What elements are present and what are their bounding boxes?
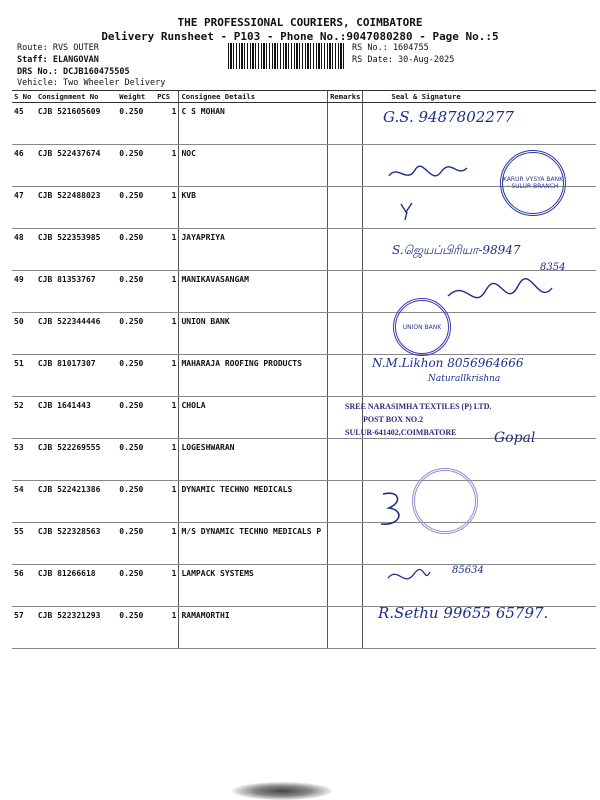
consignee-cell: NOC <box>179 145 328 187</box>
consignment-cell: CJB 522488023 <box>36 187 117 229</box>
remarks-cell <box>328 145 363 187</box>
consignment-cell: CJB 1641443 <box>36 397 117 439</box>
consignee-cell: DYNAMIC TECHNO MEDICALS <box>179 481 328 523</box>
consignee-cell: LAMPACK SYSTEMS <box>179 565 328 607</box>
sno-cell: 47 <box>12 187 36 229</box>
weight-cell: 0.250 <box>117 145 155 187</box>
col-remarks: Remarks <box>328 91 363 103</box>
table-row <box>12 523 596 565</box>
pcs-cell: 1 <box>155 229 179 271</box>
table-row <box>12 565 596 607</box>
col-consignment: Consignment No <box>36 91 117 103</box>
signature-46 <box>385 158 470 198</box>
weight-cell: 0.250 <box>117 355 155 397</box>
remarks-cell <box>328 103 363 145</box>
paper-smudge <box>232 782 332 800</box>
signature-47-mark <box>398 200 418 222</box>
signature-49-scribble <box>446 276 556 320</box>
table-row <box>12 481 596 523</box>
remarks-cell <box>328 439 363 481</box>
signature-51-name: Naturallkrishna <box>428 374 501 384</box>
consignee-cell: JAYAPRIYA <box>179 229 328 271</box>
pcs-cell: 1 <box>155 103 179 145</box>
signature-55 <box>375 488 415 538</box>
sno-cell: 50 <box>12 313 36 355</box>
consignment-cell: CJB 522353985 <box>36 229 117 271</box>
pcs-cell: 1 <box>155 355 179 397</box>
col-sno: S No <box>12 91 36 103</box>
consignment-cell: CJB 81017307 <box>36 355 117 397</box>
remarks-cell <box>328 523 363 565</box>
consignee-cell: LOGESHWARAN <box>179 439 328 481</box>
weight-cell: 0.250 <box>117 523 155 565</box>
union-bank-stamp: UNION BANK <box>393 298 451 356</box>
consignment-cell: CJB 522269555 <box>36 439 117 481</box>
remarks-cell <box>328 271 363 313</box>
pcs-cell: 1 <box>155 271 179 313</box>
rs-date: RS Date: 30-Aug-2025 <box>352 55 455 65</box>
remarks-cell <box>328 313 363 355</box>
consignee-cell: MAHARAJA ROOFING PRODUCTS <box>179 355 328 397</box>
signature-45: G.S. 9487802277 <box>383 108 514 126</box>
sno-cell: 54 <box>12 481 36 523</box>
weight-cell: 0.250 <box>117 439 155 481</box>
sno-cell: 52 <box>12 397 36 439</box>
consignee-cell: RAMAMORTHI <box>179 607 328 649</box>
col-seal: Seal & Signature <box>363 91 596 103</box>
remarks-cell <box>328 607 363 649</box>
weight-cell: 0.250 <box>117 271 155 313</box>
weight-cell: 0.250 <box>117 481 155 523</box>
pcs-cell: 1 <box>155 607 179 649</box>
sno-cell: 56 <box>12 565 36 607</box>
signature-57: R.Sethu 99655 65797. <box>378 604 549 622</box>
sno-cell: 48 <box>12 229 36 271</box>
consignment-cell: CJB 522421386 <box>36 481 117 523</box>
weight-cell: 0.250 <box>117 607 155 649</box>
weight-cell: 0.250 <box>117 103 155 145</box>
remarks-cell <box>328 229 363 271</box>
textiles-stamp: SREE NARASIMHA TEXTILES (P) LTD. POST BOX NO.2 SULUR-641402,COIMBATORE <box>345 402 492 437</box>
consignee-cell: C S MOHAN <box>179 103 328 145</box>
faded-stamp <box>412 468 478 534</box>
weight-cell: 0.250 <box>117 565 155 607</box>
weight-cell: 0.250 <box>117 397 155 439</box>
staff-label: Staff: ELANGOVAN <box>17 55 99 65</box>
signature-48: S.ஜெயப்பிரியா-98947 <box>392 243 521 257</box>
vehicle-label: Vehicle: Two Wheeler Delivery <box>17 78 166 88</box>
remarks-cell <box>328 481 363 523</box>
table-header-row <box>12 91 596 103</box>
pcs-cell: 1 <box>155 565 179 607</box>
consignee-cell: MANIKAVASANGAM <box>179 271 328 313</box>
kvb-stamp: KARUR VYSYA BANK · SULUR BRANCH <box>500 150 566 216</box>
consignee-cell: UNION BANK <box>179 313 328 355</box>
weight-cell: 0.250 <box>117 187 155 229</box>
sno-cell: 55 <box>12 523 36 565</box>
pcs-cell: 1 <box>155 481 179 523</box>
sno-cell: 53 <box>12 439 36 481</box>
consignment-cell: CJB 522321293 <box>36 607 117 649</box>
consignment-cell: CJB 81353767 <box>36 271 117 313</box>
company-title: THE PROFESSIONAL COURIERS, COIMBATORE <box>177 16 423 29</box>
signature-46-scribble <box>385 158 470 193</box>
remarks-cell <box>328 187 363 229</box>
signature-47 <box>398 200 418 226</box>
pcs-cell: 1 <box>155 397 179 439</box>
sno-cell: 45 <box>12 103 36 145</box>
pcs-cell: 1 <box>155 145 179 187</box>
consignee-cell: KVB <box>179 187 328 229</box>
drs-number: DRS No.: DCJB160475505 <box>17 67 130 77</box>
col-consignee: Consignee Details <box>179 91 328 103</box>
pcs-cell: 1 <box>155 523 179 565</box>
consignment-cell: CJB 521605609 <box>36 103 117 145</box>
runsheet-subtitle: Delivery Runsheet - P103 - Phone No.:9047080280 - Page No.:5 <box>101 30 499 43</box>
weight-cell: 0.250 <box>117 313 155 355</box>
barcode <box>228 43 346 69</box>
seal-signature-cell <box>363 439 596 481</box>
rs-number: RS No.: 1604755 <box>352 43 429 53</box>
sno-cell: 49 <box>12 271 36 313</box>
signature-53: Gopal <box>494 430 536 446</box>
signature-56: 85634 <box>452 565 484 576</box>
signature-56-scribble <box>384 564 434 595</box>
consignee-cell: M/S DYNAMIC TECHNO MEDICALS P <box>179 523 328 565</box>
consignment-cell: CJB 522344446 <box>36 313 117 355</box>
remarks-cell <box>328 565 363 607</box>
pcs-cell: 1 <box>155 439 179 481</box>
sno-cell: 46 <box>12 145 36 187</box>
sno-cell: 51 <box>12 355 36 397</box>
pcs-cell: 1 <box>155 187 179 229</box>
sno-cell: 57 <box>12 607 36 649</box>
signature-49: 8354 <box>540 262 566 273</box>
consignment-cell: CJB 522328563 <box>36 523 117 565</box>
col-pcs: PCS <box>155 91 179 103</box>
route-label: Route: RVS OUTER <box>17 43 99 53</box>
col-weight: Weight <box>117 91 155 103</box>
consignment-cell: CJB 522437674 <box>36 145 117 187</box>
consignee-cell: CHOLA <box>179 397 328 439</box>
pcs-cell: 1 <box>155 313 179 355</box>
weight-cell: 0.250 <box>117 229 155 271</box>
remarks-cell <box>328 355 363 397</box>
signature-51: N.M.Likhon 8056964666 <box>372 356 524 370</box>
consignment-cell: CJB 81266618 <box>36 565 117 607</box>
